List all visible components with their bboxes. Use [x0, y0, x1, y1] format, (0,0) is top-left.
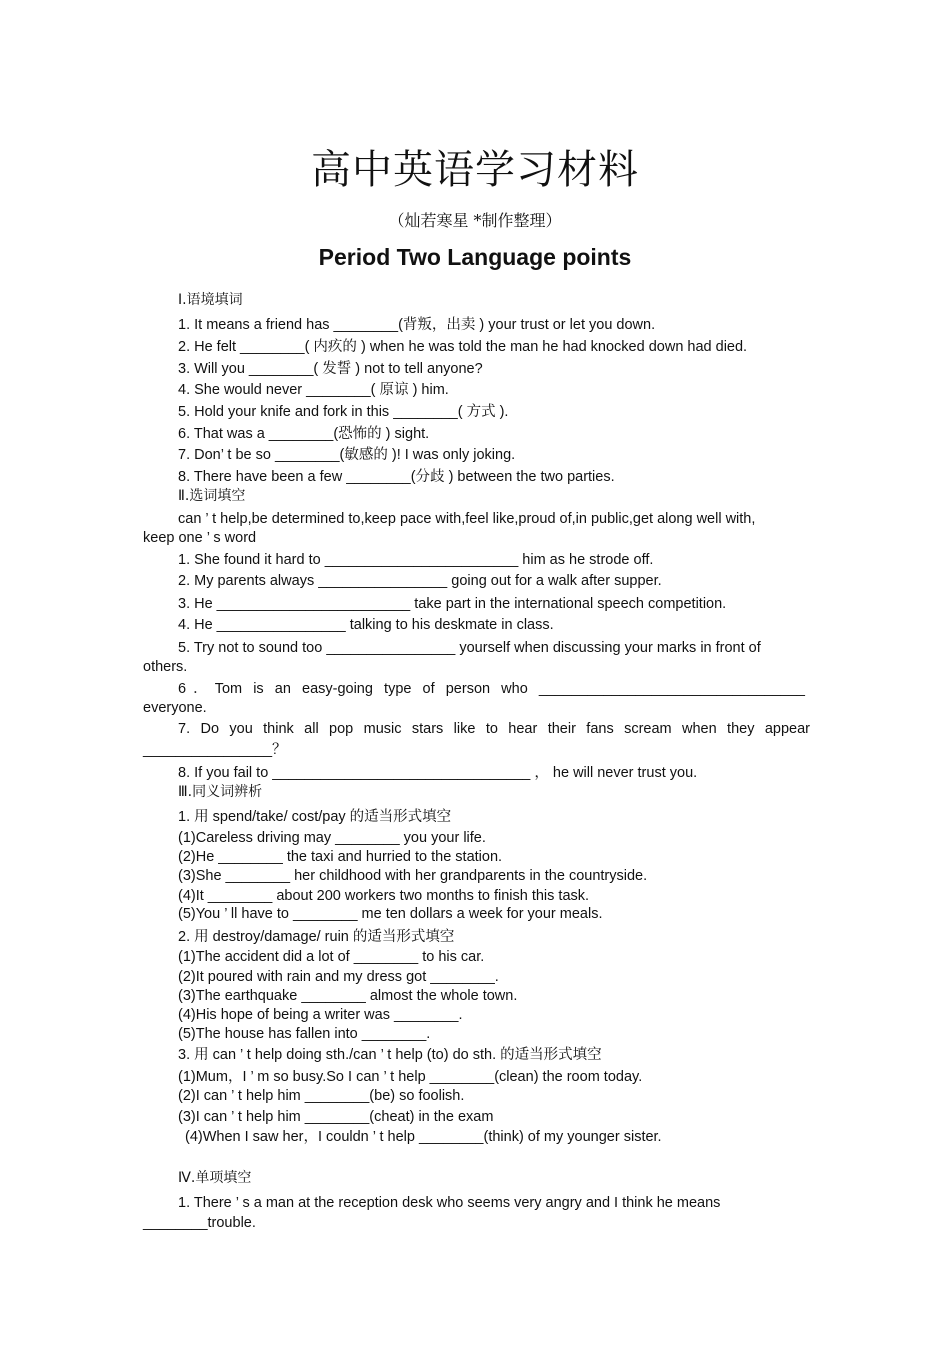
- page-title: 高中英语学习材料: [311, 147, 639, 193]
- exercise-line: (4)When I saw her，I couldn ’ t help ________(think) of my younger sister.: [185, 1129, 662, 1145]
- exercise-line: (3)She ________ her childhood with her grandparents in the countryside.: [178, 868, 648, 884]
- exercise-line: 1. It means a friend has ________(背叛，出卖 ) your trust or let you down.: [178, 317, 656, 333]
- exercise-line: (1)The accident did a lot of ________ to his car.: [178, 949, 485, 965]
- exercise-line: (2)He ________ the taxi and hurried to the station.: [178, 849, 503, 865]
- exercise-line: 8. There have been a few ________(分歧 ) between the two parties.: [178, 469, 615, 485]
- exercise-line: everyone.: [143, 700, 207, 716]
- exercise-line: 6. That was a ________(恐怖的 ) sight.: [178, 426, 430, 442]
- exercise-line: (4)His hope of being a writer was ________.: [178, 1007, 463, 1023]
- exercise-line: 4. He ________________ talking to his deskmate in class.: [178, 617, 554, 633]
- page-subtitle: （灿若寒星 *制作整理）: [388, 211, 562, 230]
- exercise-line: (2)I can ’ t help him ________(be) so foolish.: [178, 1088, 465, 1104]
- exercise-line: others.: [143, 659, 188, 675]
- exercise-line: can ’ t help,be determined to,keep pace with,feel like,proud of,in public,get along well with,: [178, 511, 756, 527]
- exercise-line: (1)Careless driving may ________ you your life.: [178, 830, 486, 846]
- exercise-line: 1. 用 spend/take/ cost/pay 的适当形式填空: [178, 809, 452, 825]
- exercise-line: 7. Don’ t be so ________(敏感的 )! I was only joking.: [178, 447, 516, 463]
- exercise-line: 3. 用 can ’ t help doing sth./can ’ t help (to) do sth. 的适当形式填空: [178, 1047, 602, 1063]
- exercise-line: keep one ’ s word: [143, 530, 257, 546]
- exercise-line: 4. She would never ________( 原谅 ) him.: [178, 382, 449, 398]
- section-heading: Ⅰ.语境填词: [178, 292, 243, 308]
- section-heading: Ⅱ.选词填空: [178, 488, 246, 504]
- exercise-line: 7. Do you think all pop music stars like to hear their fans scream when they appear: [178, 721, 810, 737]
- exercise-line: (4)It ________ about 200 workers two months to finish this task.: [178, 888, 590, 904]
- section-heading: Ⅳ.单项填空: [178, 1170, 252, 1186]
- exercise-line: ________________？: [143, 742, 287, 758]
- exercise-line: (2)It poured with rain and my dress got ________.: [178, 969, 499, 985]
- exercise-line: (5)The house has fallen into ________.: [178, 1026, 431, 1042]
- exercise-line: 3. Will you ________( 发誓 ) not to tell anyone?: [178, 361, 483, 377]
- exercise-line: 8. If you fail to ________________________________ ， he will never trust you.: [178, 765, 698, 781]
- exercise-line: 2. My parents always ________________ going out for a walk after supper.: [178, 573, 662, 589]
- exercise-line: 5. Try not to sound too ________________ yourself when discussing your marks in front of: [178, 640, 761, 656]
- exercise-line: (5)You ’ ll have to ________ me ten dollars a week for your meals.: [178, 906, 603, 922]
- exercise-line: (3)The earthquake ________ almost the whole town.: [178, 988, 518, 1004]
- exercise-line: 2. He felt ________( 内疚的 ) when he was told the man he had knocked down had died.: [178, 339, 748, 355]
- exercise-line: 6．Tom is an easy-going type of person who _________________________________: [178, 681, 805, 697]
- exercise-line: 1. She found it hard to ________________________ him as he strode off.: [178, 552, 654, 568]
- exercise-line: 5. Hold your knife and fork in this ________( 方式 ).: [178, 404, 509, 420]
- exercise-line: ________trouble.: [143, 1215, 256, 1231]
- lesson-heading: Period Two Language points: [318, 244, 632, 270]
- exercise-line: 1. There ’ s a man at the reception desk who seems very angry and I think he means: [178, 1195, 721, 1211]
- exercise-line: 2. 用 destroy/damage/ ruin 的适当形式填空: [178, 929, 455, 945]
- exercise-line: (1)Mum，I ’ m so busy.So I can ’ t help ________(clean) the room today.: [178, 1069, 643, 1085]
- section-heading: Ⅲ.同义词辨析: [178, 784, 263, 800]
- exercise-line: 3. He ________________________ take part in the international speech competition.: [178, 596, 727, 612]
- exercise-line: (3)I can ’ t help him ________(cheat) in the exam: [178, 1109, 494, 1125]
